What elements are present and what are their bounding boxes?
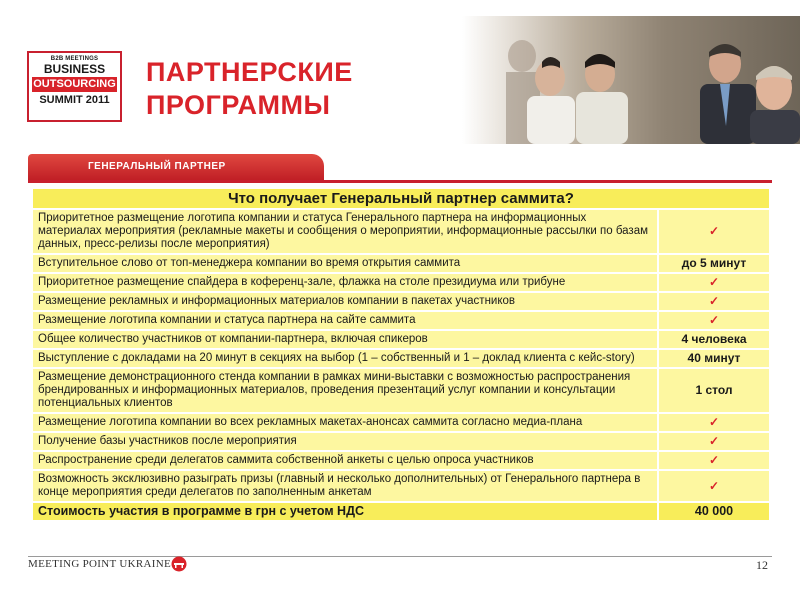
benefit-text: Получение базы участников после мероприятия: [32, 432, 658, 451]
table-row: [32, 292, 770, 311]
logo-summit-text: SUMMIT 2011: [39, 94, 110, 106]
benefit-text: Размещение логотипа компании и статуса партнера на сайте саммита: [32, 311, 658, 330]
check-icon: ✓: [658, 413, 770, 432]
table-row: [32, 451, 770, 470]
section-divider: [28, 180, 772, 183]
benefit-text: Размещение логотипа компании во всех рекламных макетах-анонсах саммита согласно медиа-плана: [32, 413, 658, 432]
cost-value: 40 000: [658, 502, 770, 521]
summit-logo: [27, 51, 122, 122]
benefits-table: [31, 187, 771, 522]
table-row: [32, 330, 770, 349]
table-header-row: [32, 188, 770, 209]
logo-outsourcing-text: OUTSOURCING: [33, 78, 116, 90]
header-photo-illustration: [462, 16, 800, 144]
check-icon: ✓: [658, 470, 770, 502]
footer-brand: MEETING POINT UKRAINE: [28, 558, 171, 570]
table-row: [32, 254, 770, 273]
table-row: [32, 432, 770, 451]
logo-b2b-text: B2B MEETINGS: [50, 56, 99, 62]
section-tab-general-partner: ГЕНЕРАЛЬНЫЙ ПАРТНЕР: [28, 154, 324, 180]
benefit-value: до 5 минут: [658, 254, 770, 273]
benefit-text: Возможность эксклюзивно разыграть призы (главный и несколько дополнительных) от Генерального партнера в конце мероприятия среди делегатов по заполненным анкетам: [32, 470, 658, 502]
table-row: [32, 470, 770, 502]
check-icon: ✓: [658, 209, 770, 254]
footer-divider: [28, 556, 772, 557]
table-header: Что получает Генеральный партнер саммита?: [32, 188, 770, 209]
cost-row: [32, 502, 770, 521]
table-row: [32, 349, 770, 368]
page-title-line1: ПАРТНЕРСКИЕ: [146, 57, 353, 87]
table-row: [32, 209, 770, 254]
table-row: [32, 273, 770, 292]
benefit-text: Выступление с докладами на 20 минут в секциях на выбор (1 – собственный и 1 – доклад клиента с кейс-story): [32, 349, 658, 368]
meeting-point-logo-icon: [171, 556, 187, 572]
benefit-text: Распространение среди делегатов саммита собственной анкеты с целью опроса участников: [32, 451, 658, 470]
benefit-value: 40 минут: [658, 349, 770, 368]
benefit-text: Приоритетное размещение логотипа компании и статуса Генерального партнера на информационных материалах мероприятия (рекламные макеты и сообщения о мероприятии, информационные рассылки по базам данных, пресс-релизы после мероприятия): [32, 209, 658, 254]
table-row: [32, 311, 770, 330]
benefit-text: Общее количество участников от компании-партнера, включая спикеров: [32, 330, 658, 349]
table-row: [32, 368, 770, 413]
check-icon: ✓: [658, 292, 770, 311]
logo-business-text: BUSINESS: [43, 62, 106, 76]
check-icon: ✓: [658, 311, 770, 330]
header-photo: [462, 16, 800, 144]
benefit-value: 4 человека: [658, 330, 770, 349]
check-icon: ✓: [658, 432, 770, 451]
page-title-line2: ПРОГРАММЫ: [146, 90, 331, 120]
benefit-text: Размещение демонстрационного стенда компании в рамках мини-выставки с возможностью распространения брендированных и информационных материалов, проведения презентаций услуг компании и консультации потенциальных клиентов: [32, 368, 658, 413]
page-title: [146, 56, 353, 122]
benefit-text: Вступительное слово от топ-менеджера компании во время открытия саммита: [32, 254, 658, 273]
check-icon: ✓: [658, 273, 770, 292]
benefit-text: Размещение рекламных и информационных материалов компании в пакетах участников: [32, 292, 658, 311]
table-row: [32, 413, 770, 432]
benefit-text: Приоритетное размещение спайдера в коференц-зале, флажка на столе президиума или трибуне: [32, 273, 658, 292]
benefit-value: 1 стол: [658, 368, 770, 413]
cost-label: Стоимость участия в программе в грн с учетом НДС: [32, 502, 658, 521]
page-number: 12: [756, 558, 768, 572]
check-icon: ✓: [658, 451, 770, 470]
